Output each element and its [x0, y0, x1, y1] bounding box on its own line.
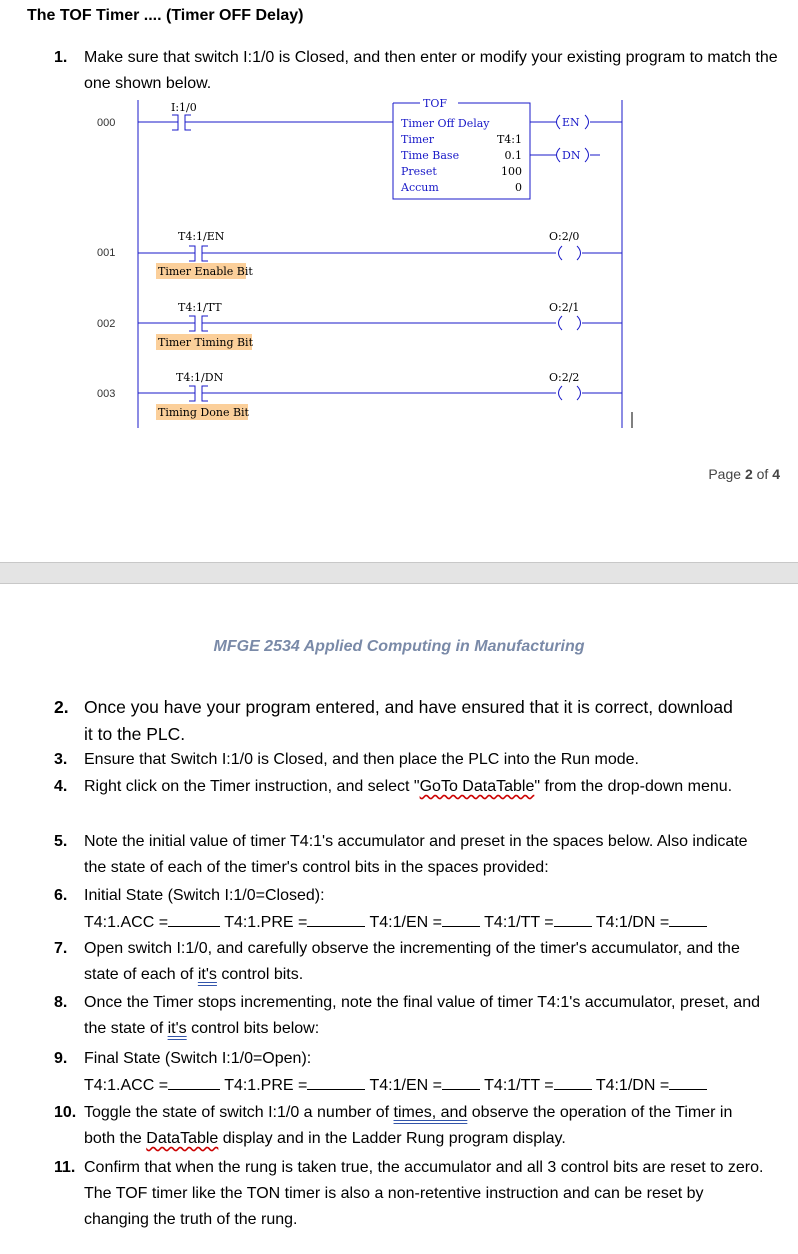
contact-address: I:1/0 — [171, 101, 197, 114]
step-text: Ensure that Switch I:1/0 is Closed, and then place the PLC into the Run mode. — [84, 751, 639, 768]
step-number: 8. — [54, 994, 68, 1011]
ote-coil-icon — [559, 316, 581, 330]
rung-001 — [97, 230, 622, 279]
step-text: Make sure that switch I:1/0 is Closed, and then enter or modify your existing program to match the one shown below. — [84, 49, 778, 92]
preset-value: 100 — [501, 165, 522, 178]
time-base-label: Time Base — [401, 149, 460, 162]
bit-description: Timer Enable Bit — [158, 265, 253, 278]
step-text: Once you have your program entered, and have ensured that it is correct, download it to the PLC. — [84, 697, 733, 744]
pre-blank[interactable] — [307, 1075, 365, 1090]
rung-number: 003 — [97, 388, 116, 400]
dn-label: DN — [562, 149, 581, 162]
pre-blank[interactable] — [307, 912, 365, 927]
step-text: Initial State (Switch I:1/0=Closed): — [84, 887, 325, 904]
time-base-value: 0.1 — [504, 149, 522, 162]
coil-address: O:2/0 — [549, 230, 580, 243]
step-number: 4. — [54, 778, 68, 795]
step-text: Note the initial value of timer T4:1's accumulator and preset in the spaces below. Also indicate the state of each of the timer's control bits in the spaces provided: — [84, 833, 748, 876]
step-number: 11. — [54, 1159, 76, 1176]
step-number: 1. — [54, 49, 68, 66]
ote-coil-icon — [559, 246, 581, 260]
contact-address: T4:1/DN — [176, 371, 224, 384]
tof-instruction-block[interactable] — [393, 97, 530, 199]
step-number: 3. — [54, 751, 68, 768]
coil-address: O:2/1 — [549, 301, 580, 314]
ladder-diagram — [0, 0, 798, 440]
timer-value: T4:1 — [496, 133, 522, 146]
step-number: 2. — [54, 697, 69, 717]
rung-number: 002 — [97, 318, 116, 330]
contact-address: T4:1/TT — [178, 301, 222, 314]
acc-blank[interactable] — [168, 1075, 220, 1090]
initial-state-fill-line: T4:1.ACC = T4:1.PRE = T4:1/EN = T4:1/TT = T4:1/DN = — [84, 910, 707, 936]
accum-value: 0 — [515, 181, 522, 194]
en-blank[interactable] — [442, 1075, 480, 1090]
tof-name: Timer Off Delay — [401, 117, 490, 130]
page-number: Page 2 of 4 — [708, 466, 780, 482]
contact-address: T4:1/EN — [178, 230, 225, 243]
coil-address: O:2/2 — [549, 371, 580, 384]
en-blank[interactable] — [442, 912, 480, 927]
ote-coil-icon — [559, 386, 581, 400]
bit-description: Timer Timing Bit — [158, 336, 253, 349]
step-number: 10. — [54, 1104, 77, 1121]
dn-blank[interactable] — [669, 912, 707, 927]
step-text: Once the Timer stops incrementing, note the final value of timer T4:1's accumulator, preset, and the state of it's control bits below: — [84, 994, 760, 1037]
rung-number: 000 — [97, 117, 116, 129]
bit-description: Timing Done Bit — [158, 406, 249, 419]
document-title: The TOF Timer .... (Timer OFF Delay) — [27, 7, 304, 24]
dn-blank[interactable] — [669, 1075, 707, 1090]
final-state-fill-line: T4:1.ACC = T4:1.PRE = T4:1/EN = T4:1/TT = T4:1/DN = — [84, 1073, 707, 1099]
rung-000 — [97, 97, 622, 199]
step-text: Confirm that when the rung is taken true, the accumulator and all 3 control bits are reset to zero. The TOF timer like the TON timer is also a non-retentive instruction and can be reset by changing the truth of the rung. — [84, 1159, 764, 1228]
step-number: 7. — [54, 940, 68, 957]
step-number: 9. — [54, 1050, 68, 1067]
preset-label: Preset — [401, 165, 437, 178]
step-number: 6. — [54, 887, 68, 904]
step-text: Open switch I:1/0, and carefully observe the incrementing of the timer's accumulator, and the state of each of it's control bits. — [84, 940, 740, 983]
step-text: Final State (Switch I:1/0=Open): — [84, 1050, 312, 1067]
accum-label: Accum — [401, 181, 439, 194]
step-text: Right click on the Timer instruction, and select "GoTo DataTable" from the drop-down menu. — [84, 778, 733, 795]
step-text: Toggle the state of switch I:1/0 a number of times, and observe the operation of the Timer in both the DataTable display and in the Ladder Rung program display. — [84, 1104, 733, 1147]
tt-blank[interactable] — [554, 912, 592, 927]
timer-label: Timer — [401, 133, 435, 146]
en-label: EN — [562, 116, 580, 129]
rung-002 — [97, 301, 622, 350]
page-break-separator — [0, 562, 798, 584]
rung-number: 001 — [97, 247, 116, 259]
course-header: MFGE 2534 Applied Computing in Manufacturing — [213, 638, 585, 655]
rung-003 — [97, 371, 622, 420]
acc-blank[interactable] — [168, 912, 220, 927]
step-number: 5. — [54, 833, 68, 850]
tt-blank[interactable] — [554, 1075, 592, 1090]
tof-header: TOF — [423, 97, 447, 110]
